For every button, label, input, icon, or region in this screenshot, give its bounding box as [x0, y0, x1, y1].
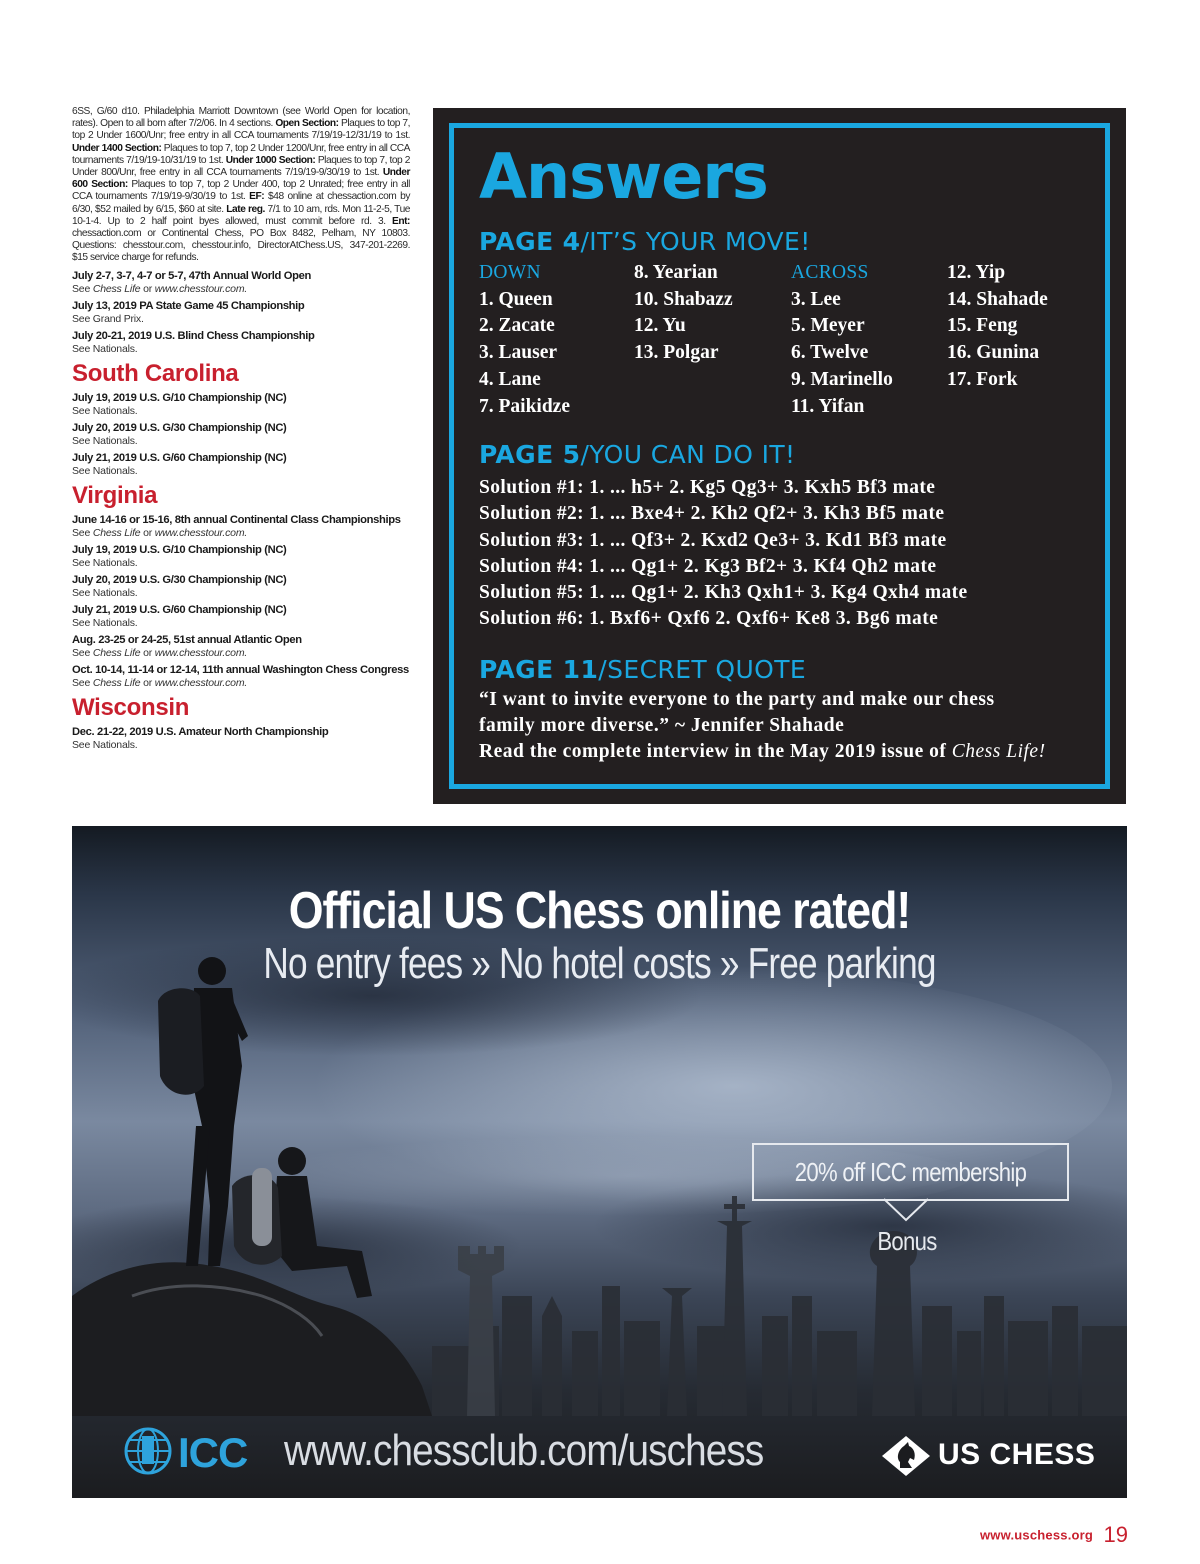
event-note-text: See Nationals. — [72, 342, 138, 355]
puzzle-solution: Solution #1: 1. ... h5+ 2. Kg5 Qg3+ 3. Kxh5 Bf3 mate — [479, 477, 936, 498]
event-note-text: See Nationals. — [72, 738, 138, 751]
event-reference-link[interactable]: Chess Life — [92, 526, 141, 539]
section-heading-page4 — [479, 227, 811, 257]
section-page-label: PAGE 4 — [479, 227, 581, 256]
section-page-label: PAGE 11 — [479, 655, 599, 684]
event-note — [72, 405, 410, 417]
event-title: July 20, 2019 U.S. G/30 Championship (NC) — [72, 421, 287, 434]
section-page-label: PAGE 5 — [479, 440, 581, 469]
discount-callout-text: 20% off ICC membership — [794, 1157, 1027, 1187]
crossword-column-down-cont — [634, 260, 733, 367]
event-list — [72, 270, 410, 751]
section-label: Under 1400 Section: — [72, 142, 162, 154]
rock-outcrop — [72, 1262, 432, 1416]
crossword-answer: 10. Shabazz — [634, 288, 733, 310]
answers-panel — [433, 108, 1126, 804]
event-note-text: or — [140, 526, 155, 539]
crossword-answer: 12. Yu — [634, 315, 686, 337]
event-note-text: See Grand Prix. — [72, 312, 144, 325]
crossword-answer: 16. Gunina — [947, 342, 1040, 364]
crossword-answer: 12. Yip — [947, 262, 1006, 283]
crossword-answer: 8. Yearian — [634, 262, 718, 283]
puzzle-solution: Solution #6: 1. Bxf6+ Qxf6 2. Qxf6+ Ke8 3. Bg6 mate — [479, 608, 939, 630]
crossword-answer: 15. Feng — [947, 315, 1018, 337]
description-text: Plaques to top 7, top 2 Under 400, top 2 Unrated; free entry in all CCA tournaments 7/19/19-9/30/19 to 1st. — [72, 179, 410, 203]
crossword-column-across — [791, 260, 893, 420]
section-title: /IT’S YOUR MOVE! — [580, 227, 811, 256]
event-note-text: See — [72, 282, 93, 295]
magazine-title: Chess Life! — [951, 741, 1046, 762]
event-reference-link[interactable]: Chess Life — [92, 676, 141, 689]
event-item — [72, 514, 410, 539]
crossword-answer: 5. Meyer — [791, 315, 865, 337]
event-note-text: See Nationals. — [72, 616, 138, 629]
event-note-text: or — [140, 282, 155, 295]
event-title: July 19, 2019 U.S. G/10 Championship (NC) — [72, 543, 287, 556]
event-note-text: See Nationals. — [72, 556, 138, 569]
event-title: July 2-7, 3-7, 4-7 or 5-7, 47th Annual World Open — [72, 269, 311, 282]
description-text: $48 online at chessaction.com by 6/30, $52 mailed by 6/15, $60 at site. — [72, 191, 411, 215]
event-note — [72, 527, 410, 539]
description-text: 6SS, G/60 d10. Philadelphia Marriott Downtown (see World Open for location, rates). Open to all born after 7/2/06. In 4 sections. — [72, 106, 410, 130]
state-heading: Virginia — [72, 481, 158, 509]
answers-title: Answers — [479, 140, 768, 213]
crossword-answer: 9. Marinello — [791, 368, 893, 390]
icc-globe-icon — [122, 1426, 178, 1476]
event-title: July 20-21, 2019 U.S. Blind Chess Championship — [72, 329, 315, 342]
event-title: July 19, 2019 U.S. G/10 Championship (NC) — [72, 391, 287, 404]
crossword-answer: 7. Paikidze — [479, 395, 570, 417]
puzzle-solution: Solution #3: 1. ... Qf3+ 2. Kxd2 Qe3+ 3. Kd1 Bf3 mate — [479, 529, 947, 551]
state-heading: Wisconsin — [72, 693, 190, 721]
section-heading-page11 — [479, 655, 806, 685]
event-note — [72, 465, 410, 477]
crossword-answer: 1. Queen — [479, 288, 553, 310]
ad-headline: Official US Chess online rated! — [288, 882, 911, 940]
description-text: Plaques to top 7, top 2 Under 800/Unr, free entry in all CCA tournaments 7/19/19-9/30/19 to 1st. — [72, 154, 410, 179]
event-description — [72, 106, 410, 265]
discount-callout — [752, 1143, 1069, 1201]
event-title: June 14-16 or 15-16, 8th annual Continental Class Championships — [72, 513, 401, 526]
event-reference-link[interactable]: www.chesstour.com. — [154, 282, 248, 295]
solutions-list — [479, 475, 968, 633]
event-note-text: See Nationals. — [72, 464, 138, 477]
event-item — [72, 392, 410, 417]
event-item — [72, 300, 410, 325]
event-note — [72, 587, 410, 599]
state-heading: South Carolina — [72, 359, 239, 387]
description-text: Plaques to top 7, top 2 Under 1600/Unr; free entry in all CCA tournaments 7/19/19-12/31/19 to 1st. — [72, 118, 410, 142]
event-item — [72, 604, 410, 629]
us-chess-logo-text: US CHESS — [938, 1438, 1096, 1471]
event-note — [72, 647, 410, 659]
event-item — [72, 452, 410, 477]
event-note-text: See — [72, 676, 93, 689]
event-title: July 21, 2019 U.S. G/60 Championship (NC) — [72, 451, 287, 464]
event-reference-link[interactable]: www.chesstour.com. — [154, 526, 248, 539]
event-note-text: See — [72, 526, 93, 539]
event-note-text: See Nationals. — [72, 404, 138, 417]
event-item — [72, 664, 410, 689]
event-note-text: or — [140, 646, 155, 659]
crossword-answer: 3. Lee — [791, 288, 841, 310]
section-heading-page5 — [479, 440, 795, 470]
event-item — [72, 634, 410, 659]
crossword-answer: 13. Polgar — [634, 342, 719, 364]
event-title: Oct. 10-14, 11-14 or 12-14, 11th annual Washington Chess Congress — [72, 663, 409, 676]
bonus-label: Bonus — [877, 1226, 937, 1256]
section-label: Ent: — [391, 215, 410, 227]
crossword-column-across-cont — [947, 260, 1048, 394]
event-note — [72, 435, 410, 447]
event-reference-link[interactable]: Chess Life — [92, 646, 141, 659]
description-text: Plaques to top 7, top 2 Under 1200/Unr, free entry in all CCA tournaments 7/19/19-10/31/19 to 1st. — [72, 142, 410, 166]
section-label: Open Section: — [275, 118, 339, 130]
event-note-text: See — [72, 646, 93, 659]
event-note — [72, 313, 410, 325]
event-reference-link[interactable]: www.chesstour.com. — [154, 676, 248, 689]
section-label: Under 600 Section: — [72, 167, 410, 191]
event-item — [72, 574, 410, 599]
sitting-hiker — [232, 1147, 372, 1298]
quote-source-line — [479, 739, 1046, 765]
quote-source-text: Read the complete interview in the May 2019 issue of — [479, 741, 952, 762]
crossword-column-down — [479, 260, 570, 420]
event-note — [72, 283, 410, 295]
page-footer — [980, 1522, 1128, 1548]
event-note — [72, 343, 410, 355]
icc-logo-text: ICC — [178, 1429, 248, 1476]
event-title: Aug. 23-25 or 24-25, 51st annual Atlantic Open — [72, 633, 302, 646]
section-title: /SECRET QUOTE — [598, 655, 807, 684]
puzzle-solution: Solution #5: 1. ... Qg1+ 2. Kh3 Qxh1+ 3. Kg4 Qxh4 mate — [479, 582, 968, 604]
section-label: EF: — [249, 191, 265, 203]
section-title: /YOU CAN DO IT! — [580, 440, 796, 469]
quote-line: family more diverse.” ~ Jennifer Shahade — [479, 715, 845, 736]
chess-skyline — [432, 1196, 1127, 1416]
event-note-text: or — [140, 676, 155, 689]
crossword-answer: 3. Lauser — [479, 342, 557, 364]
event-note-text: See Nationals. — [72, 586, 138, 599]
crossword-answer: 17. Fork — [947, 368, 1018, 390]
event-item — [72, 422, 410, 447]
event-item — [72, 726, 410, 751]
quote-line: “I want to invite everyone to the party and make our chess — [479, 689, 995, 710]
event-title: Dec. 21-22, 2019 U.S. Amateur North Championship — [72, 725, 329, 738]
section-label: Late reg. — [226, 203, 265, 215]
ad-footer-bar — [72, 1416, 1127, 1498]
event-note — [72, 617, 410, 629]
crossword-direction-heading: ACROSS — [791, 262, 869, 283]
crossword-answer: 6. Twelve — [791, 342, 869, 364]
event-item — [72, 544, 410, 569]
footer-website-link[interactable]: www.uschess.org — [980, 1527, 1094, 1543]
crossword-answer: 11. Yifan — [791, 395, 865, 417]
event-item — [72, 270, 410, 295]
crossword-answer: 2. Zacate — [479, 315, 555, 337]
tournament-listings — [72, 106, 410, 751]
us-chess-knight-icon — [878, 1434, 934, 1478]
crossword-answer: 14. Shahade — [947, 288, 1048, 310]
event-note-text: See Nationals. — [72, 434, 138, 447]
crossword-direction-heading: DOWN — [479, 262, 541, 283]
event-title: July 21, 2019 U.S. G/60 Championship (NC) — [72, 603, 287, 616]
puzzle-solution: Solution #4: 1. ... Qg1+ 2. Kg3 Bf2+ 3. Kf4 Qh2 mate — [479, 555, 937, 577]
puzzle-solution: Solution #2: 1. ... Bxe4+ 2. Kh2 Qf2+ 3. Kh3 Bf5 mate — [479, 503, 945, 525]
description-text: chessaction.com or Continental Chess, PO Box 8482, Pelham, NY 10803. Questions: chesstour.com, chesstour.info, DirectorAtChess.US, 347-201-2269. $15 service charge for refunds. — [72, 228, 410, 264]
icc-advertisement[interactable] — [72, 826, 1127, 1498]
event-reference-link[interactable]: Chess Life — [92, 282, 141, 295]
secret-quote — [479, 687, 1046, 765]
event-item — [72, 330, 410, 355]
section-label: Under 1000 Section: — [225, 154, 316, 166]
event-note — [72, 557, 410, 569]
event-title: July 20, 2019 U.S. G/30 Championship (NC) — [72, 573, 287, 586]
event-note — [72, 677, 410, 689]
crossword-answer: 4. Lane — [479, 368, 541, 390]
ad-website-link[interactable]: www.chessclub.com/uschess — [284, 1426, 764, 1475]
description-text: 7/1 to 10 am, rds. Mon 11-2-5, Tue 10-1-4. Up to 2 half point byes allowed, must commit before rd. 3. — [72, 203, 410, 227]
event-reference-link[interactable]: www.chesstour.com. — [154, 646, 248, 659]
page-number: 19 — [1103, 1522, 1128, 1547]
ad-subline: No entry fees » No hotel costs » Free parking — [263, 939, 936, 988]
event-title: July 13, 2019 PA State Game 45 Championship — [72, 299, 305, 312]
event-note — [72, 739, 410, 751]
